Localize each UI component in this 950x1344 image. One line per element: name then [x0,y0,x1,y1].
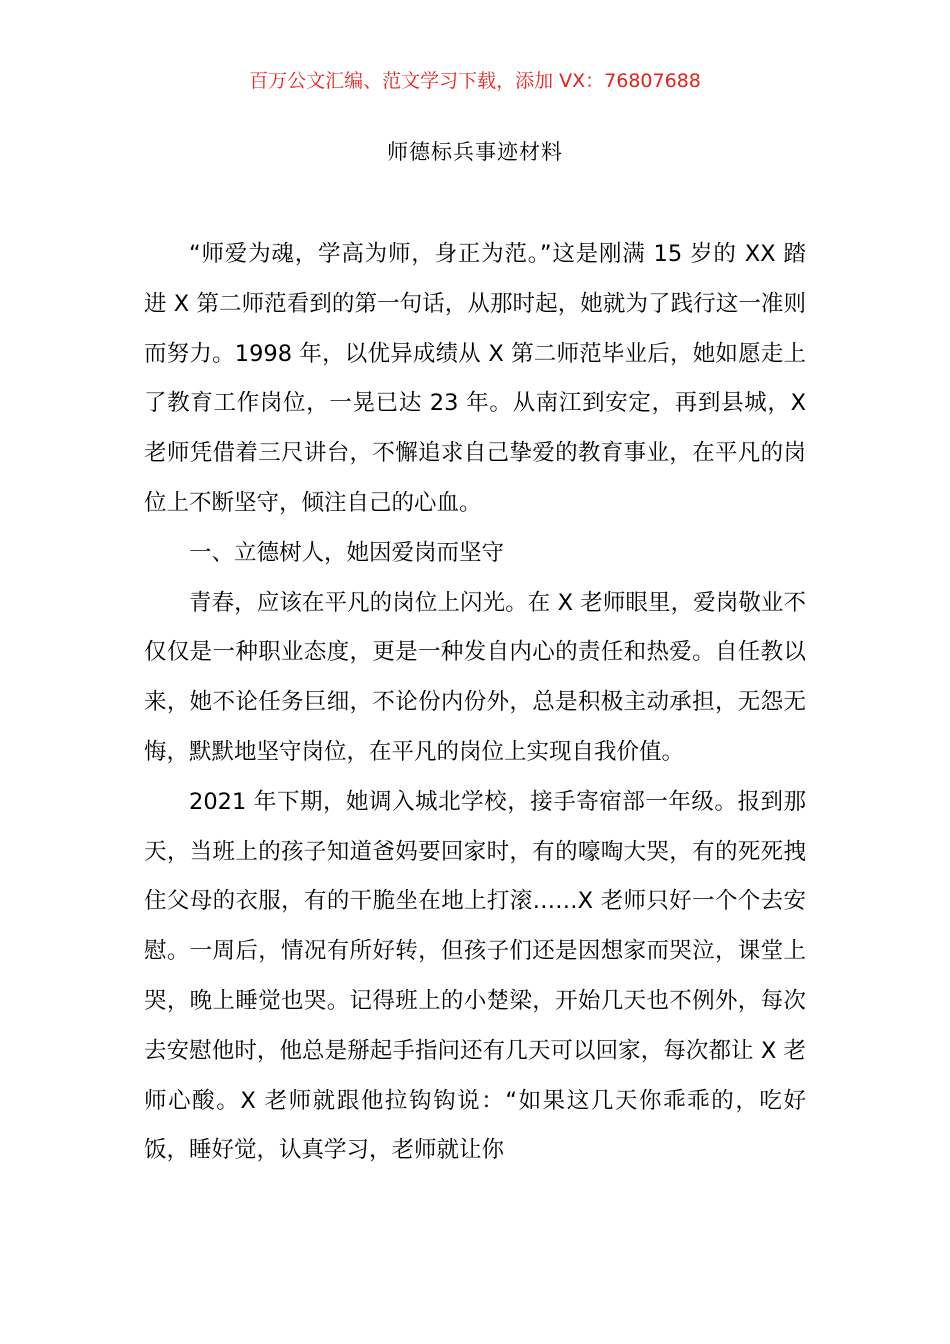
header-notice: 百万公文汇编、范文学习下载，添加 VX：76807688 [249,70,701,92]
paragraph-section-1: 青春，应该在平凡的岗位上闪光。在 X 老师眼里，爱岗敬业不仅仅是一种职业态度，更是一种发自内心的责任和热爱。自任教以来，她不论任务巨细，不论份内份外，总是积极主动承担，无怨无悔，默默地坚守岗位，在平凡的岗位上实现自我价值。 [144,589,806,765]
section-heading-1: 一、立德树人，她因爱岗而坚守 [189,539,505,566]
document-body [144,230,806,1176]
paragraph-intro: “师爱为魂，学高为师，身正为范。”这是刚满 15 岁的 XX 踏进 X 第二师范看到的第一句话，从那时起，她就为了践行这一准则而努力。1998 年，以优异成绩从 X 第二师范毕业后，她如愿走上了教育工作岗位，一晃已达 23 年。从南江到安定，再到县城，X 老师凭借着三尺讲台，不懈追求自己挚爱的教育事业，在平凡的岗位上不断坚守，倾注自己的心血。 [144,241,806,516]
paragraph-story: 2021 年下期，她调入城北学校，接手寄宿部一年级。报到那天，当班上的孩子知道爸妈要回家时，有的嚎啕大哭，有的死死拽住父母的衣服，有的干脆坐在地上打滚……X 老师只好一个个去安慰。一周后，情况有所好转，但孩子们还是因想家而哭泣，课堂上哭，晚上睡觉也哭。记得班上的小楚梁，开始几天也不例外，每次去安慰他时，他总是掰起手指问还有几天可以回家，每次都让 X 老师心酸。X 老师就跟他拉钩钩说：“如果这几天你乖乖的，吃好饭，睡好觉，认真学习，老师就让你 [144,788,806,1164]
document-title: 师德标兵事迹材料 [387,140,563,164]
